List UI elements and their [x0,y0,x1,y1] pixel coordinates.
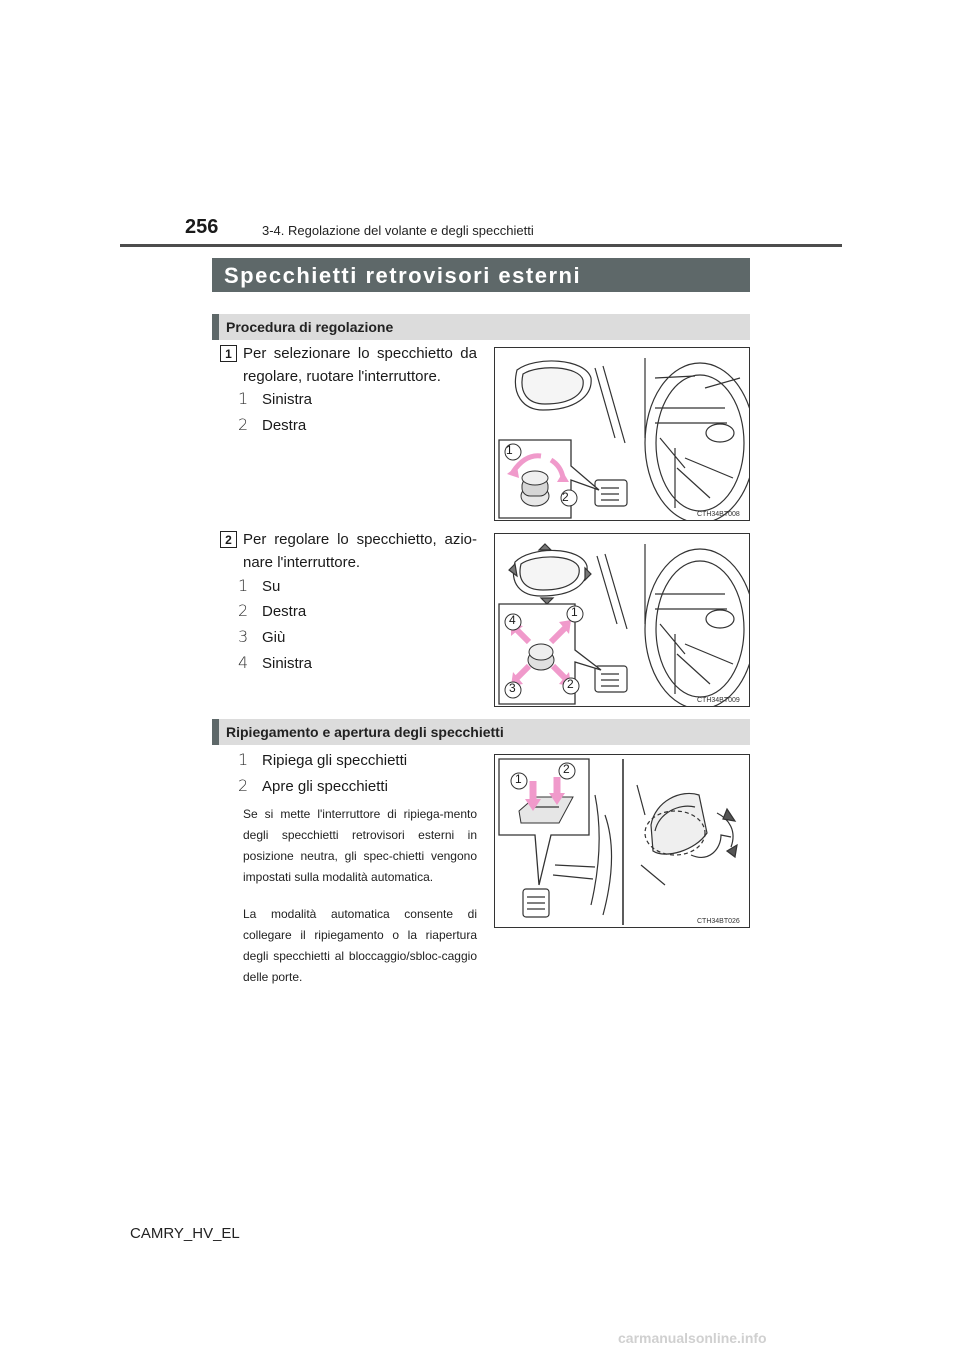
figure-code: CTH34BT026 [697,918,740,925]
note-neutral-position: Se si mette l'interruttore di ripiega-mento degli specchietti retrovisori esterni in posizione neutra, gli spec-chietti vengono impostati sulla modalità automatica. [243,807,477,884]
step1-text: Per selezionare lo specchietto da regolare, ruotare l'interruttore. [243,345,477,385]
step1-item-1 [238,389,248,409]
section-heading-folding: Ripiegamento e apertura degli specchietti [212,719,750,745]
figure-mirror-select [494,347,750,521]
item-number: 2 [238,776,249,795]
callout-2: 2 [567,677,574,691]
item-number: 1 [238,750,249,769]
step-badge-2: 2 [220,531,237,548]
document-code: CAMRY_HV_EL [130,1225,240,1242]
step2-item-3 [238,627,248,647]
callout-2: 2 [563,762,570,776]
mirror-folding-illustration [495,755,750,928]
mirror-adjust-illustration [495,534,750,707]
figure-mirror-folding [494,754,750,928]
item-number: 4 [238,653,249,672]
step-badge-1: 1 [220,345,237,362]
callout-3: 3 [509,681,516,695]
callout-1: 1 [515,772,522,786]
callout-1: 1 [506,443,513,457]
item-label-open: Apre gli specchietti [262,778,388,795]
item-label-up: Su [262,578,281,595]
fold-item-1 [238,750,248,770]
item-label-fold: Ripiega gli specchietti [262,752,408,769]
item-label-down: Giù [262,629,286,646]
header-rule [120,244,842,247]
page-number: 256 [185,216,219,238]
item-label-right: Destra [262,603,307,620]
note-auto-mode: La modalità automatica consente di collegare il ripiegamento o la riapertura degli specchietti al bloccaggio/sbloc-caggio delle porte. [243,907,477,984]
step2-item-4 [238,653,248,673]
figure-code: CTH34BT009 [697,697,740,704]
fold-item-2 [238,776,248,796]
figure-mirror-adjust [494,533,750,707]
step1-item-2 [238,415,248,435]
item-number: 1 [238,576,249,595]
callout-2: 2 [562,490,569,504]
item-label-left: Sinistra [262,655,313,672]
mirror-select-illustration [495,348,750,521]
item-number: 3 [238,627,249,646]
step2-text: Per regolare lo specchietto, azio-nare l'interruttore. [243,531,477,571]
item-number: 2 [238,601,249,620]
item-number: 2 [238,415,249,434]
item-number: 1 [238,389,249,408]
watermark: carmanualsonline.info [618,1330,767,1346]
callout-1: 1 [571,605,578,619]
step2-item-1 [238,576,248,596]
item-label-right: Destra [262,417,307,434]
callout-4: 4 [509,613,516,627]
step2-item-2 [238,601,248,621]
item-label-left: Sinistra [262,391,313,408]
chapter-title: 3-4. Regolazione del volante e degli specchietti [262,223,534,238]
section-heading-adjustment: Procedura di regolazione [212,314,750,340]
page-title: Specchietti retrovisori esterni [212,258,750,292]
figure-code: CTH34BT008 [697,511,740,518]
